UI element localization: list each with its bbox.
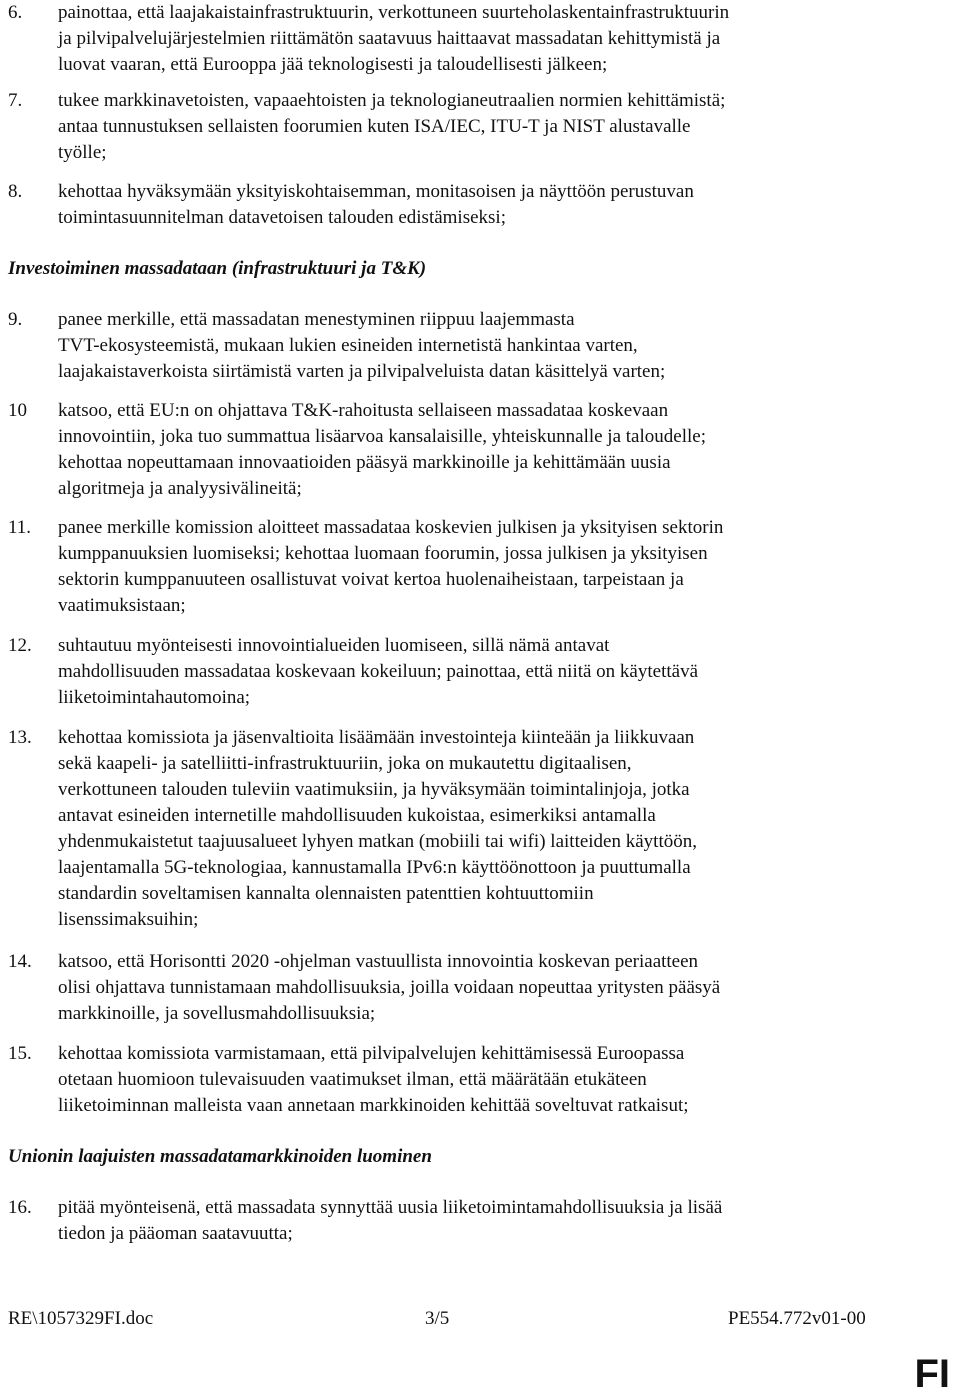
list-item <box>8 88 908 166</box>
list-item <box>8 398 908 502</box>
item-number: 7. <box>8 90 23 111</box>
item-text: katsoo, että EU:n on ohjattava T&K-rahoitusta sellaiseen massadataa koskevaan innovointiin, joka tuo summattua lisäarvoa kansalaisille, yhteiskunnalle ja taloudelle; kehottaa nopeuttamaan innovaatioiden pääsyä markkinoille ja kehittämään uusia algoritmeja ja analyysivälineitä; <box>58 400 706 499</box>
footer-doc-reference: RE\1057329FI.doc <box>8 1308 154 1329</box>
item-number: 14. <box>8 951 32 972</box>
item-number: 8. <box>8 181 23 202</box>
language-code: FI <box>914 1352 950 1396</box>
item-text: suhtautuu myönteisesti innovointialueiden luomiseen, sillä nämä antavat mahdollisuuden massadataa koskevaan kokeiluun; painottaa, että niitä on käytettävä liiketoimintahautomoina; <box>58 635 698 708</box>
list-item <box>8 1195 908 1247</box>
section-heading-union: Unionin laajuisten massadatamarkkinoiden luominen <box>8 1146 432 1167</box>
item-text: tukee markkinavetoisten, vapaaehtoisten ja teknologianeutraalien normien kehittämistä; antaa tunnustuksen sellaisten foorumien kuten ISA/IEC, ITU-T ja NIST alustavalle työlle; <box>58 90 726 163</box>
list-item <box>8 515 908 619</box>
item-number: 12. <box>8 635 32 656</box>
item-number: 6. <box>8 2 23 23</box>
item-text: pitää myönteisenä, että massadata synnyttää uusia liiketoimintamahdollisuuksia ja lisää tiedon ja pääoman saatavuutta; <box>58 1197 723 1244</box>
item-text: kehottaa komissiota varmistamaan, että pilvipalvelujen kehittämisessä Euroopassa otetaan huomioon tulevaisuuden vaatimukset ilman, että määrätään etukäteen liiketoiminnan malleista vaan annetaan markkinoiden kehittää soveltuvat ratkaisut; <box>58 1043 689 1116</box>
list-item <box>8 633 908 711</box>
item-number: 10 <box>8 400 27 421</box>
list-item <box>8 1041 908 1119</box>
item-number: 13. <box>8 727 32 748</box>
item-number: 15. <box>8 1043 32 1064</box>
list-item <box>8 949 908 1027</box>
item-text: painottaa, että laajakaistainfrastruktuurin, verkottuneen suurteholaskentainfrastruktuurin ja pilvipalvelujärjestelmien riittämätön saatavuus haittaavat massadatan kehittymistä ja luovat vaaran, että Eurooppa jää teknologisesti ja taloudellisesti jälkeen; <box>58 2 730 75</box>
list-item <box>8 307 908 385</box>
footer-pe-reference: PE554.772v01-00 <box>728 1308 866 1329</box>
item-text: kehottaa komissiota ja jäsenvaltioita lisäämään investointeja kiinteään ja liikkuvaan sekä kaapeli- ja satelliitti-infrastruktuuriin, joka on mukautettu digitaalisen, verkottuneen talouden tuleviin vaatimuksiin, ja hyväksymään toimintalinjoja, jotka antavat esineiden internetille mahdollisuuden kukoistaa, esimerkiksi antamalla yhdenmukaistetut taajuusalueet lyhyen matkan (mobiili tai wifi) laitteiden käyttöön, laajentamalla 5G-teknologiaa, kannustamalla IPv6:n käyttöönottoon ja puuttumalla standardin soveltamisen kannalta olennaisten patenttien kohtuuttomiin lisenssimaksuihin; <box>58 727 697 930</box>
item-number: 11. <box>8 517 32 538</box>
section-heading-investment: Investoiminen massadataan (infrastruktuuri ja T&K) <box>8 258 427 279</box>
item-number: 16. <box>8 1197 32 1218</box>
item-number: 9. <box>8 309 23 330</box>
footer-page-number: 3/5 <box>425 1308 450 1329</box>
page-footer <box>0 1306 960 1332</box>
item-text: panee merkille komission aloitteet massadataa koskevien julkisen ja yksityisen sektorin kumppanuuksien luomiseksi; kehottaa luomaan foorumin, jossa julkisen ja yksityisen sektorin kumppanuuteen osallistuvat voivat kertoa huolenaiheistaan, tarpeistaan ja vaatimuksistaan; <box>58 517 724 616</box>
item-text: katsoo, että Horisontti 2020 -ohjelman vastuullista innovointia koskevan periaatteen olisi ohjattava tunnistamaan mahdollisuuksia, joilla voidaan nopeuttaa yritysten pääsyä markkinoille, ja sovellusmahdollisuuksia; <box>58 951 721 1024</box>
list-item <box>8 725 908 933</box>
list-item <box>8 179 908 231</box>
list-item <box>8 0 908 78</box>
item-text: kehottaa hyväksymään yksityiskohtaisemman, monitasoisen ja näyttöön perustuvan toimintasuunnitelman datavetoisen talouden edistämiseksi; <box>58 181 694 228</box>
item-text: panee merkille, että massadatan menestyminen riippuu laajemmasta TVT-ekosysteemistä, mukaan lukien esineiden internetistä hankintaa varten, laajakaistaverkoista siirtämistä varten ja pilvipalveluista datan käsittelyä varten; <box>58 309 666 382</box>
